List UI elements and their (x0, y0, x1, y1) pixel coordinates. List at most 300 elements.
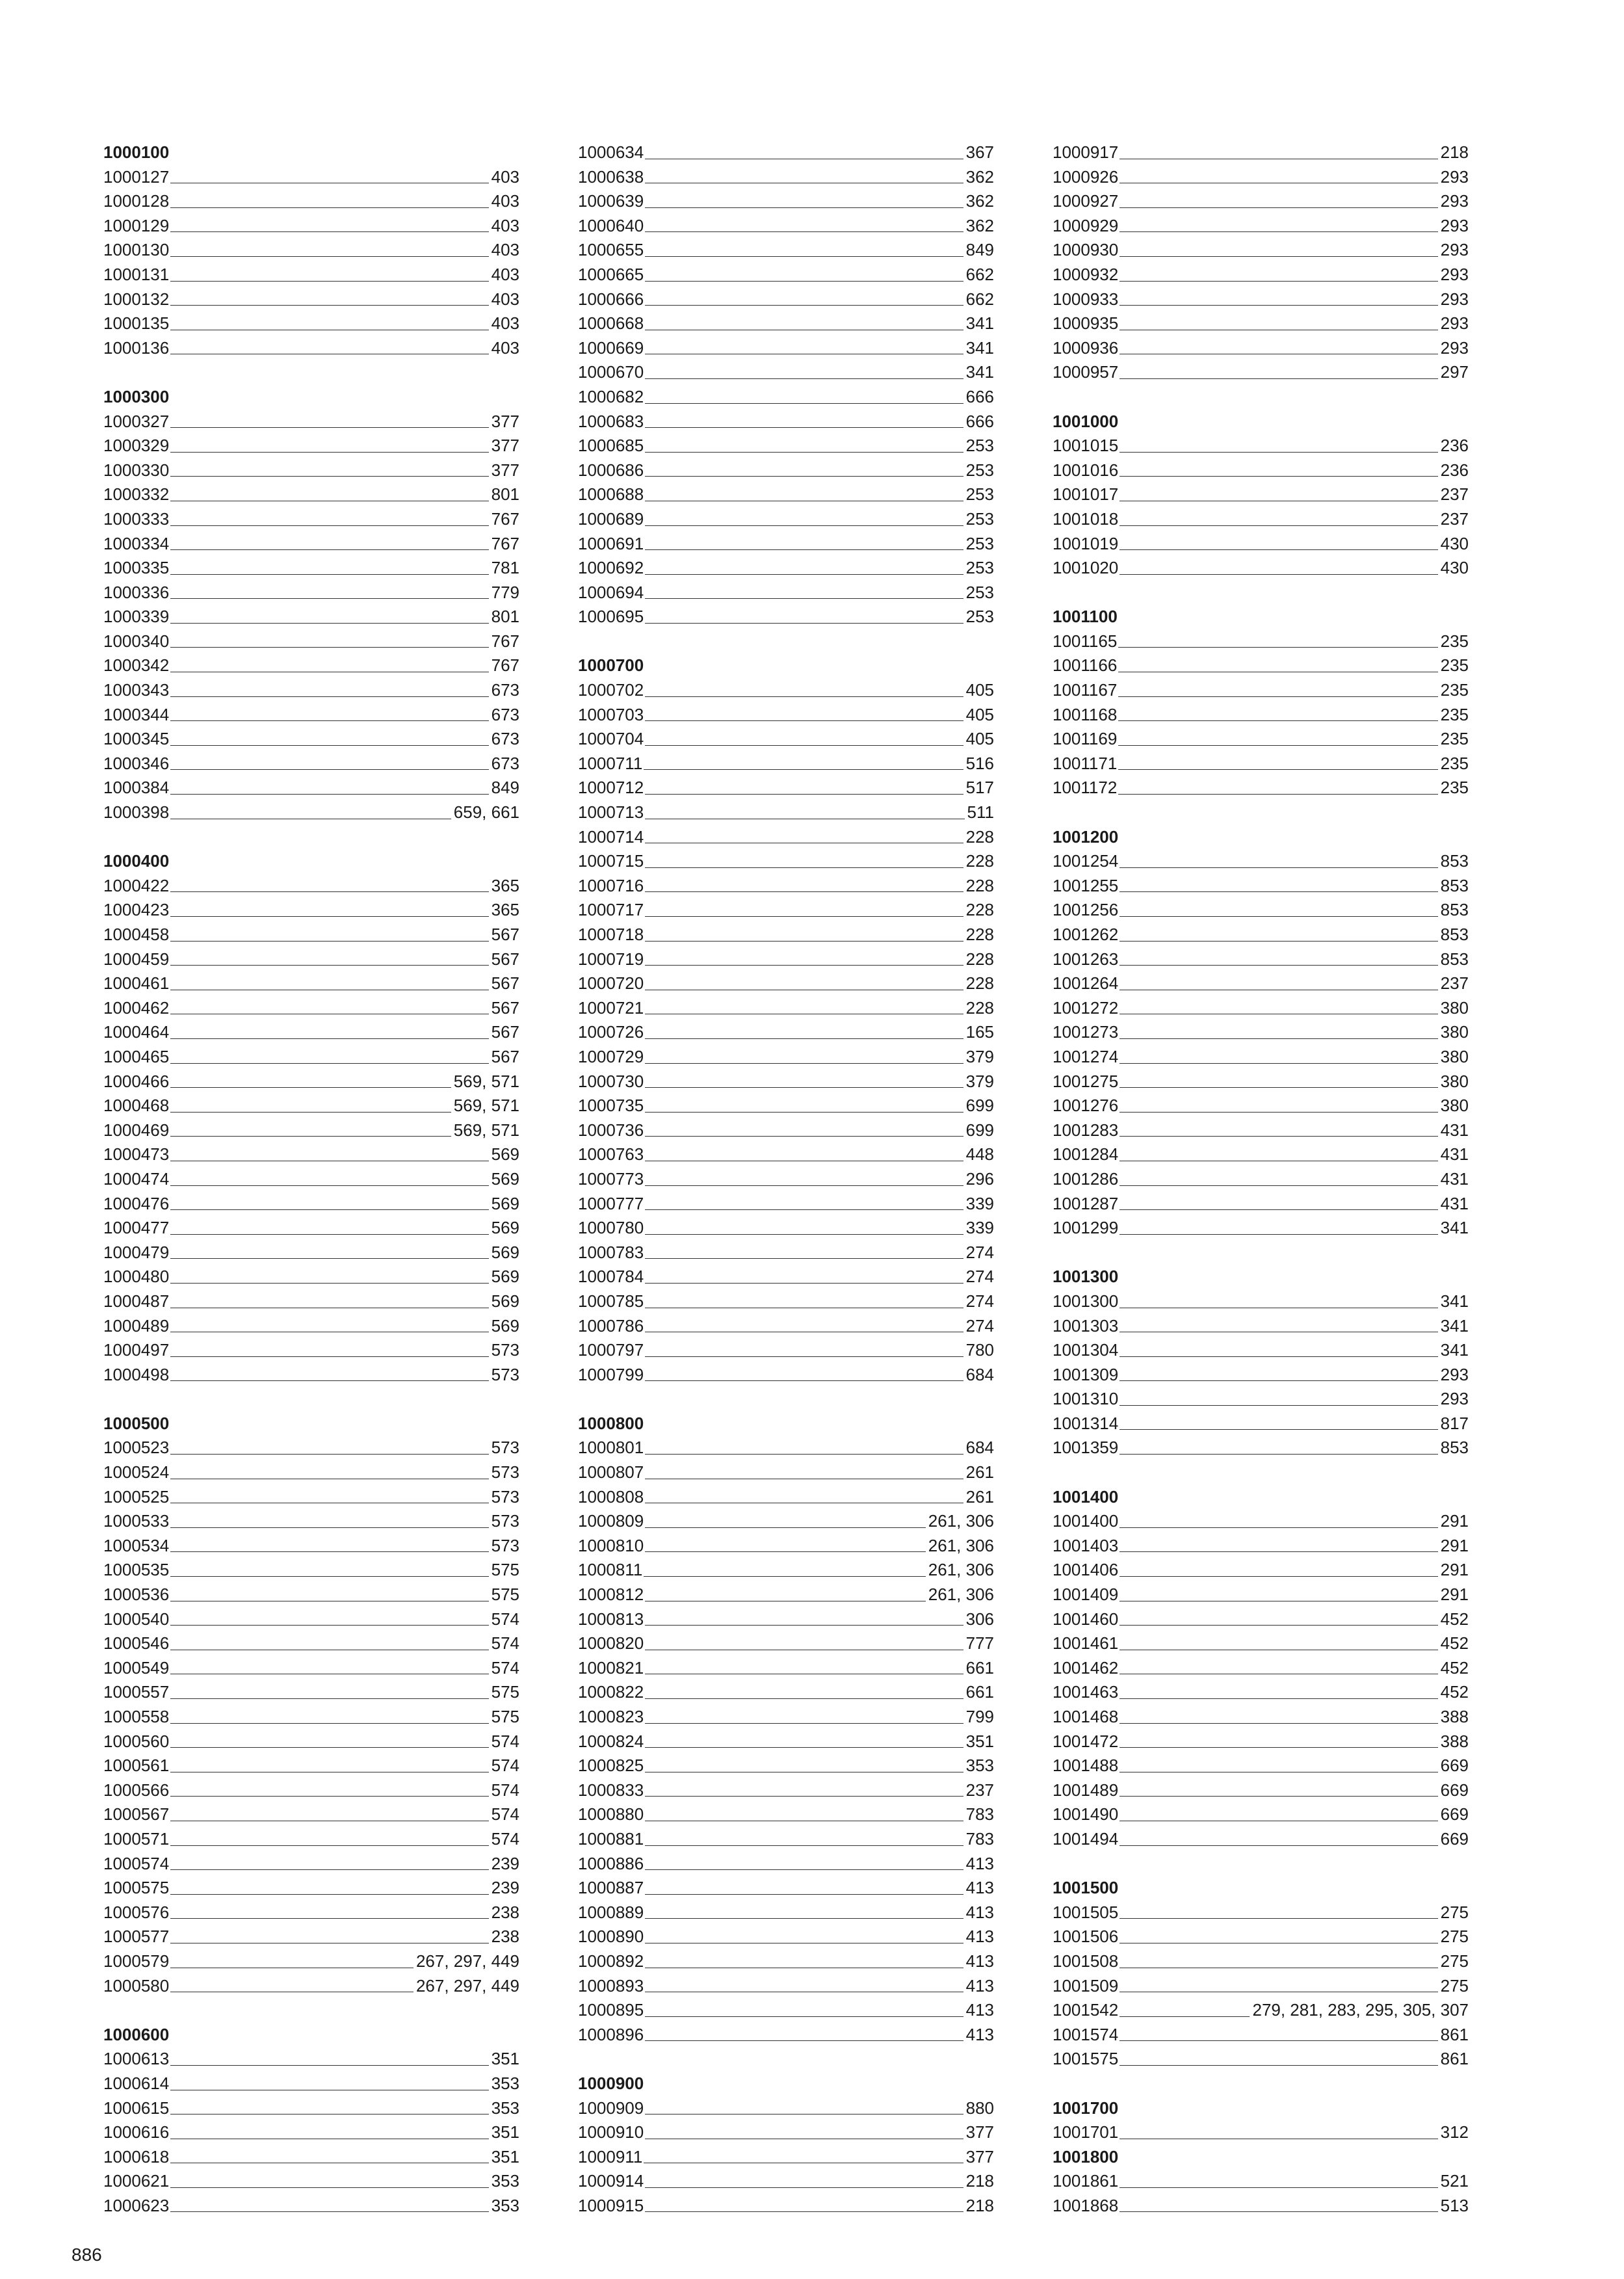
page-reference: 684 (965, 1364, 994, 1384)
page-reference: 235 (1440, 729, 1469, 749)
leader-line (170, 281, 488, 282)
leader-line (645, 1258, 963, 1259)
index-entry (578, 556, 994, 581)
article-number: 1000808 (578, 1486, 644, 1507)
article-number: 1000623 (103, 2195, 170, 2215)
index-entry (103, 971, 519, 996)
index-column-3 (1053, 140, 1469, 2218)
leader-line (1120, 1551, 1437, 1552)
page-reference: 413 (965, 1951, 994, 1971)
index-entry (1053, 140, 1469, 165)
index-entry (103, 311, 519, 336)
page-reference: 261, 306 (928, 1560, 994, 1580)
index-entry (578, 996, 994, 1021)
article-number: 1001494 (1053, 1828, 1119, 1849)
index-entry (103, 2072, 519, 2096)
article-number: 1000638 (578, 166, 644, 187)
article-number: 1000498 (103, 1364, 170, 1384)
page-reference: 267, 297, 449 (415, 1975, 519, 1996)
index-entry (1053, 1509, 1469, 1534)
index-entry (103, 507, 519, 532)
page-reference: 306 (965, 1609, 994, 1629)
page-reference: 413 (965, 2000, 994, 2020)
index-entry (1053, 703, 1469, 728)
page-reference: 669 (1440, 1828, 1469, 1849)
article-number: 1000780 (578, 1218, 644, 1238)
page-reference: 253 (965, 436, 994, 456)
index-entry (578, 1754, 994, 1778)
article-number: 1000730 (578, 1071, 644, 1091)
article-number: 1000577 (103, 1927, 170, 1947)
leader-line (645, 378, 963, 379)
index-entry (1053, 678, 1469, 703)
index-entry (1053, 287, 1469, 312)
index-entry (103, 2169, 519, 2194)
page-reference: 353 (491, 2098, 519, 2118)
article-number: 1000640 (578, 215, 644, 235)
page-reference: 575 (491, 1682, 519, 1702)
article-number: 1000785 (578, 1291, 644, 1311)
page-reference: 235 (1440, 778, 1469, 798)
article-number: 1000131 (103, 264, 170, 284)
leader-line (645, 2211, 963, 2212)
index-entry (578, 1949, 994, 1974)
index-entry (103, 653, 519, 678)
article-number: 1000683 (578, 411, 644, 431)
article-number: 1000546 (103, 1633, 170, 1653)
page-reference: 452 (1440, 1657, 1469, 1678)
leader-line (645, 1894, 963, 1895)
page-reference: 575 (491, 1585, 519, 1605)
article-number: 1000666 (578, 289, 644, 309)
page-reference: 767 (491, 533, 519, 553)
page-reference: 413 (965, 1902, 994, 1922)
page-reference: 228 (965, 875, 994, 895)
index-group-heading: 1001700 (1053, 2098, 1119, 2118)
index-entry (1053, 1925, 1469, 1949)
article-number: 1000422 (103, 875, 170, 895)
index-entry (1053, 1118, 1469, 1143)
index-group-heading: 1000900 (578, 2073, 644, 2093)
index-entry (103, 189, 519, 214)
leader-line (645, 1454, 963, 1455)
leader-line (645, 696, 963, 697)
leader-line (645, 1551, 926, 1552)
article-number: 1000489 (103, 1315, 170, 1336)
page-reference: 516 (965, 753, 994, 773)
page-reference: 413 (965, 1927, 994, 1947)
page-reference: 293 (1440, 289, 1469, 309)
index-entry (103, 556, 519, 581)
article-number: 1001359 (1053, 1438, 1119, 1458)
page-reference: 405 (965, 729, 994, 749)
article-number: 1000344 (103, 704, 170, 724)
page-reference: 431 (1440, 1120, 1469, 1140)
article-number: 1000736 (578, 1120, 644, 1140)
leader-line (1120, 2187, 1437, 2188)
article-number: 1000716 (578, 875, 644, 895)
index-entry (1053, 898, 1469, 923)
page-reference: 293 (1440, 313, 1469, 334)
article-number: 1000914 (578, 2171, 644, 2191)
page-reference: 849 (491, 778, 519, 798)
leader-line (645, 1087, 963, 1088)
page-reference: 293 (1440, 215, 1469, 235)
page-reference: 403 (491, 166, 519, 187)
article-number: 1000576 (103, 1902, 170, 1922)
index-entry (578, 1705, 994, 1730)
leader-line (645, 965, 963, 966)
leader-line (170, 2211, 488, 2212)
index-entry (1053, 2194, 1469, 2219)
page-reference: 362 (965, 191, 994, 211)
article-number: 1000957 (1053, 362, 1119, 382)
leader-line (170, 916, 488, 917)
leader-line (645, 745, 963, 746)
leader-line (170, 1087, 451, 1088)
leader-line (170, 574, 488, 575)
index-entry (103, 1216, 519, 1241)
index-entry (1053, 1387, 1469, 1412)
page-reference: 261 (965, 1486, 994, 1507)
leader-line (1120, 1136, 1437, 1137)
index-entry (1053, 752, 1469, 776)
article-number: 1000333 (103, 508, 170, 529)
page-reference: 339 (965, 1193, 994, 1213)
article-number: 1000621 (103, 2171, 170, 2191)
leader-line (170, 1380, 488, 1381)
leader-line (1120, 207, 1437, 208)
leader-line (170, 1527, 488, 1528)
page-reference: 235 (1440, 680, 1469, 700)
index-entry (578, 360, 994, 385)
article-number: 1000487 (103, 1291, 170, 1311)
article-number: 1000497 (103, 1340, 170, 1360)
group-spacer (1053, 1852, 1469, 1877)
article-number: 1000571 (103, 1828, 170, 1849)
index-entry (578, 458, 994, 483)
leader-line (645, 941, 963, 942)
page-reference: 367 (965, 142, 994, 162)
index-entry (578, 1020, 994, 1045)
leader-line (645, 452, 963, 453)
page-reference: 253 (965, 533, 994, 553)
article-number: 1001505 (1053, 1902, 1119, 1922)
index-entry (1053, 482, 1469, 507)
index-entry (103, 1142, 519, 1167)
article-number: 1000334 (103, 533, 170, 553)
index-entry (103, 336, 519, 361)
page-reference: 351 (491, 2122, 519, 2142)
page-reference: 379 (965, 1046, 994, 1066)
article-number: 1000655 (578, 240, 644, 260)
page-reference: 573 (491, 1535, 519, 1555)
leader-line (170, 794, 488, 795)
leader-line (645, 916, 963, 917)
page-reference: 253 (965, 582, 994, 602)
index-entry (103, 1607, 519, 1632)
article-number: 1000820 (578, 1633, 644, 1653)
index-group-heading: 1000800 (578, 1413, 644, 1433)
article-number: 1001701 (1053, 2122, 1119, 2142)
page-reference: 253 (965, 484, 994, 505)
article-number: 1000132 (103, 289, 170, 309)
page-reference: 573 (491, 1340, 519, 1360)
index-entry (103, 1852, 519, 1877)
index-entry (578, 1192, 994, 1217)
index-entry (103, 434, 519, 458)
article-number: 1000566 (103, 1780, 170, 1800)
page-reference: 853 (1440, 875, 1469, 895)
article-number: 1000833 (578, 1780, 644, 1800)
leader-line (645, 256, 963, 257)
page-reference: 261, 306 (928, 1511, 994, 1531)
article-number: 1000932 (1053, 264, 1119, 284)
index-entry (1053, 947, 1469, 972)
page-reference: 817 (1440, 1413, 1469, 1433)
index-entry (578, 2096, 994, 2121)
index-entry (1053, 1901, 1469, 1925)
index-entry (1053, 996, 1469, 1021)
article-number: 1001015 (1053, 436, 1119, 456)
article-number: 1000887 (578, 1878, 644, 1898)
leader-line (1120, 305, 1437, 306)
leader-line (1120, 1845, 1437, 1846)
leader-line (645, 574, 963, 575)
article-number: 1000691 (578, 533, 644, 553)
index-entry (578, 165, 994, 190)
leader-line (1120, 1454, 1437, 1455)
index-entry (1053, 849, 1469, 874)
index-group-heading: 1000500 (103, 1413, 170, 1433)
leader-line (1120, 1112, 1437, 1113)
index-entry (578, 287, 994, 312)
index-entry (103, 1656, 519, 1681)
article-number: 1001172 (1053, 778, 1118, 798)
index-entry (1053, 532, 1469, 557)
page-reference: 699 (965, 1120, 994, 1140)
article-number: 1001262 (1053, 925, 1119, 944)
leader-line (170, 891, 488, 892)
index-entry (1053, 727, 1469, 752)
page-reference: 297 (1440, 362, 1469, 382)
article-number: 1000613 (103, 2049, 170, 2069)
page-reference: 293 (1440, 191, 1469, 211)
leader-line (170, 1894, 488, 1895)
page-reference: 341 (1440, 1315, 1469, 1336)
leader-line (170, 1063, 488, 1064)
page-reference: 511 (967, 802, 994, 823)
article-number: 1000618 (103, 2146, 170, 2167)
leader-line (1120, 2040, 1437, 2041)
index-entry (578, 1241, 994, 1265)
page-number: 886 (72, 2245, 102, 2265)
page-reference: 880 (965, 2098, 994, 2118)
leader-line (645, 476, 963, 477)
page-reference: 235 (1440, 753, 1469, 773)
group-spacer (103, 360, 519, 385)
index-entry (1053, 434, 1469, 458)
leader-line (170, 1551, 488, 1552)
index-entry (578, 1558, 994, 1583)
article-number: 1001263 (1053, 949, 1119, 969)
page-reference: 267, 297, 449 (415, 1951, 519, 1971)
index-entry (103, 1094, 519, 1118)
article-number: 1000911 (578, 2146, 643, 2167)
page-reference: 228 (965, 826, 994, 847)
index-entry (1053, 1192, 1469, 1217)
page-reference: 291 (1440, 1560, 1469, 1580)
leader-line (1120, 525, 1437, 526)
index-entry (1053, 556, 1469, 581)
page-reference: 261, 306 (928, 1535, 994, 1555)
page-reference: 569 (491, 1193, 519, 1213)
leader-line (645, 1747, 963, 1748)
leader-line (1120, 378, 1437, 379)
page-reference: 341 (1440, 1291, 1469, 1311)
article-number: 1000540 (103, 1609, 170, 1629)
index-entry (1053, 776, 1469, 800)
leader-line (170, 1625, 488, 1626)
index-entry (103, 1338, 519, 1363)
index-entry (578, 1070, 994, 1094)
index-entry (1053, 1778, 1469, 1803)
page-reference: 238 (491, 1902, 519, 1922)
leader-line (170, 598, 488, 599)
page-reference: 403 (491, 264, 519, 284)
article-number: 1000704 (578, 729, 644, 749)
page-reference: 237 (1440, 973, 1469, 994)
article-number: 1001165 (1053, 631, 1118, 651)
index-entry (578, 849, 994, 874)
page-reference: 448 (965, 1144, 994, 1165)
index-entry (1053, 971, 1469, 996)
article-number: 1001304 (1053, 1340, 1119, 1360)
article-number: 1001460 (1053, 1609, 1119, 1629)
leader-line (644, 769, 963, 770)
index-entry (103, 1045, 519, 1070)
page-reference: 388 (1440, 1707, 1469, 1726)
index-entry (103, 458, 519, 483)
page-reference: 767 (491, 508, 519, 529)
page-reference: 567 (491, 949, 519, 969)
leader-line (645, 1625, 963, 1626)
index-entry (578, 1363, 994, 1388)
group-spacer (1053, 2072, 1469, 2096)
leader-line (1120, 2211, 1437, 2212)
index-entry (578, 1167, 994, 1192)
article-number: 1000479 (103, 1242, 170, 1262)
leader-line (1120, 1576, 1437, 1577)
article-number: 1000580 (103, 1975, 170, 1996)
article-number: 1000639 (578, 191, 644, 211)
index-entry (578, 1876, 994, 1901)
page-reference: 780 (965, 1340, 994, 1360)
index-entry (578, 605, 994, 629)
page-reference: 362 (965, 166, 994, 187)
page-reference: 275 (1440, 1927, 1469, 1947)
leader-line (170, 1136, 451, 1137)
leader-line (170, 1723, 488, 1724)
index-entry (578, 1925, 994, 1949)
leader-line (645, 720, 963, 721)
article-number: 1000458 (103, 925, 170, 944)
article-number: 1000423 (103, 900, 170, 920)
index-entry (578, 898, 994, 923)
leader-line (645, 1380, 963, 1381)
index-entry (1053, 1338, 1469, 1363)
index-entry (1053, 1607, 1469, 1632)
article-number: 1001310 (1053, 1389, 1119, 1409)
article-number: 1000477 (103, 1218, 170, 1238)
article-number: 1000615 (103, 2098, 170, 2118)
page-reference: 274 (965, 1291, 994, 1311)
leader-line (1120, 1625, 1437, 1626)
article-number: 1000128 (103, 191, 170, 211)
index-entry (1053, 189, 1469, 214)
article-number: 1001309 (1053, 1364, 1119, 1384)
leader-line (645, 207, 963, 208)
page-reference: 431 (1440, 1144, 1469, 1165)
index-entry (103, 1778, 519, 1803)
article-number: 1000801 (578, 1438, 644, 1458)
article-number: 1000797 (578, 1340, 644, 1360)
article-number: 1000812 (578, 1585, 644, 1605)
leader-line (645, 1527, 926, 1528)
article-number: 1000343 (103, 680, 170, 700)
article-number: 1000534 (103, 1535, 170, 1555)
leader-line (1120, 1796, 1437, 1797)
index-entry (578, 971, 994, 996)
index-entry (578, 1436, 994, 1460)
leader-line (1120, 1723, 1437, 1724)
leader-line (170, 427, 488, 428)
page-reference: 236 (1440, 436, 1469, 456)
index-entry (1053, 1142, 1469, 1167)
index-column-2 (578, 140, 994, 2218)
leader-line (645, 403, 963, 404)
page-reference: 365 (491, 900, 519, 920)
page-reference: 574 (491, 1657, 519, 1678)
page-reference: 666 (965, 386, 994, 406)
page-reference: 228 (965, 949, 994, 969)
page-reference: 569 (491, 1242, 519, 1262)
index-entry (1053, 1412, 1469, 1436)
page-reference: 353 (491, 2171, 519, 2191)
index-entry (1053, 1827, 1469, 1852)
leader-line (645, 1723, 963, 1724)
page-reference: 413 (965, 1853, 994, 1873)
article-number: 1001489 (1053, 1780, 1119, 1800)
page-reference: 853 (1440, 949, 1469, 969)
index-entry (578, 1485, 994, 1510)
leader-line (170, 696, 488, 697)
article-number: 1001508 (1053, 1951, 1119, 1971)
index-entry (578, 1656, 994, 1681)
page-reference: 574 (491, 1804, 519, 1825)
index-group-heading: 1001200 (1053, 826, 1119, 847)
page-reference: 413 (965, 1878, 994, 1898)
index-entry (103, 1534, 519, 1559)
leader-line (170, 1234, 488, 1235)
index-entry (103, 1925, 519, 1949)
index-entry (103, 923, 519, 947)
index-entry (578, 1631, 994, 1656)
article-number: 1000893 (578, 1975, 644, 1996)
page-reference: 767 (491, 631, 519, 651)
index-entry (578, 825, 994, 850)
page-reference: 662 (965, 264, 994, 284)
